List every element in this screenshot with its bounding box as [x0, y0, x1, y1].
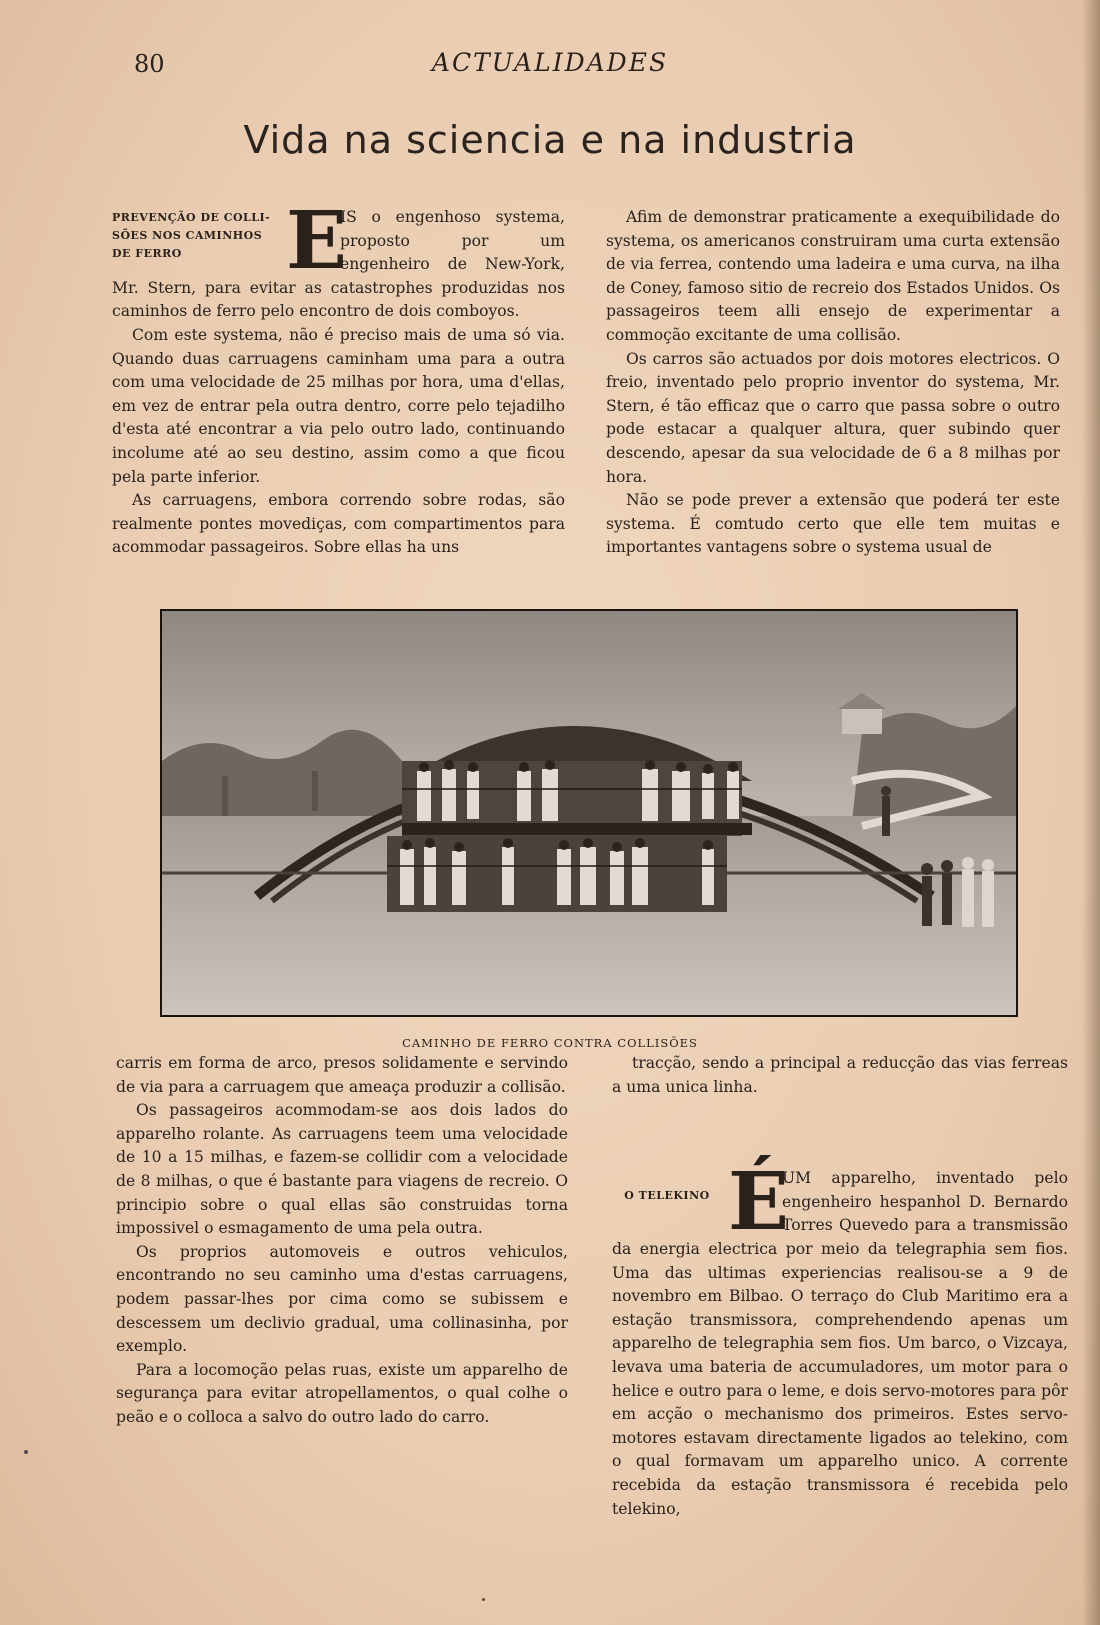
bottom-left-paragraph-1: carris em forma de arco, presos solidamente e servindo de via para a carruagem que ameaça produzir a collisão. [116, 1054, 568, 1096]
collision-railway-illustration [162, 611, 1016, 1015]
article1-paragraph-1: IS o engenhoso systema, proposto por um engenheiro de New-York, Mr. Stern, para evitar as catastrophes produzidas nos caminhos de ferro pelo encontro de dois comboyos. [112, 208, 565, 321]
article1-paragraph-2: Com este systema, não é preciso mais de uma só via. Quando duas carruagens caminham uma para a outra com uma velocidade de 25 milhas por hora, uma d'ellas, em vez de entrar pela outra dentro, corre pelo tejadilho d'esta até encontrar a via pelo outro lado, continuando incolume até ao seu destino, assim como a que ficou pela parte inferior. [112, 325, 565, 486]
page-number: 80 [134, 50, 165, 78]
bottom-left-paragraph-4: Para a locomoção pelas ruas, existe um apparelho de segurança para evitar atropellamentos, o qual colhe o peão e o colloca a salvo do outro lado do carro. [116, 1360, 568, 1426]
bottom-right-paragraph-1: tracção, sendo a principal a reducção das vias ferreas a uma unica linha. [612, 1054, 1068, 1096]
running-head: ACTUALIDADES [431, 48, 669, 77]
article1-paragraph-3: As carruagens, embora correndo sobre rodas, são realmente pontes movediças, com compartimentos para acommodar passageiros. Sobre ellas ha uns [112, 491, 565, 557]
article-spacer [612, 1099, 1068, 1167]
figure-photo [160, 609, 1018, 1017]
article1-left-column [112, 193, 565, 560]
article1-side-heading: PREVENÇÃO DE COLLI-SÕES NOS CAMINHOS DE FERRO [112, 211, 271, 260]
bottom-left-paragraph-2: Os passageiros acommodam-se aos dois lados do apparelho rolante. As carruagens teem uma velocidade de 10 a 15 milhas, e fazem-se collidir com a velocidade de 8 milhas, o que é bastante para viagens de recreio. O principio sobre o qual ellas são construidas torna impossivel o esmagamento de uma pela outra. [116, 1101, 568, 1238]
article1-right-paragraph-2: Os carros são actuados por dois motores electricos. O freio, inventado pelo proprio inventor do systema, Mr. Stern, é tão efficaz que o carro que passa sobre o outro pode estacar a qualquer altura, quer subindo quer descendo, apesar da sua velocidade de 6 a 8 milhas por hora. [606, 349, 1060, 486]
bottom-left-column [116, 1052, 568, 1430]
bottom-left-paragraph-3: Os proprios automoveis e outros vehiculos, encontrando no seu caminho uma d'estas carruagens, podem passar-lhes por cima como se subissem e descessem um declivio gradual, uma collinasinha, por exemplo. [116, 1242, 568, 1356]
section-title: Vida na sciencia e na industria [243, 118, 857, 162]
article2-drop-cap: É [728, 1154, 789, 1249]
article1-right-column [606, 206, 1060, 560]
paper-speck [482, 1598, 485, 1601]
article2-side-heading: O TELEKINO [624, 1189, 710, 1203]
article1-right-paragraph-1: Afim de demonstrar praticamente a exequibilidade do systema, os americanos construiram uma curta extensão de via ferrea, contendo uma ladeira e uma curva, na ilha de Coney, famoso sitio de recreio dos Estados Unidos. Os passageiros teem alli ensejo de experimentar a commoção excitante de uma collisão. [606, 208, 1060, 344]
paper-speck [24, 1450, 28, 1454]
article1-drop-cap: E [286, 193, 347, 287]
article2-paragraph: UM apparelho, inventado pelo engenheiro hespanhol D. Bernardo Torres Quevedo para a transmissão da energia electrica por meio da telegraphia sem fios. Uma das ultimas experiencias realisou-se a 9 de novembro em Bilbao. O terraço do Club Maritimo era a estação transmissora, comprehendendo apenas um apparelho de telegraphia sem fios. Um barco, o Vizcaya, levava uma bateria de accumuladores, um motor para o helice e outro para o leme, e dois servo-motores para pôr em acção o mechanismo dos primeiros. Estes servo-motores estavam directamente ligados ao telekino, com o qual formavam um apparelho unico. A corrente recebida da estação transmissora é recebida pelo telekino, [612, 1169, 1068, 1518]
article1-right-paragraph-3: Não se pode prever a extensão que poderá ter este systema. É comtudo certo que elle tem muitas e importantes vantagens sobre o systema usual de [606, 491, 1060, 557]
bottom-right-column [612, 1052, 1068, 1521]
page-edge-shadow [1082, 0, 1100, 1625]
figure-caption: CAMINHO DE FERRO CONTRA COLLISÕES [402, 1036, 698, 1050]
